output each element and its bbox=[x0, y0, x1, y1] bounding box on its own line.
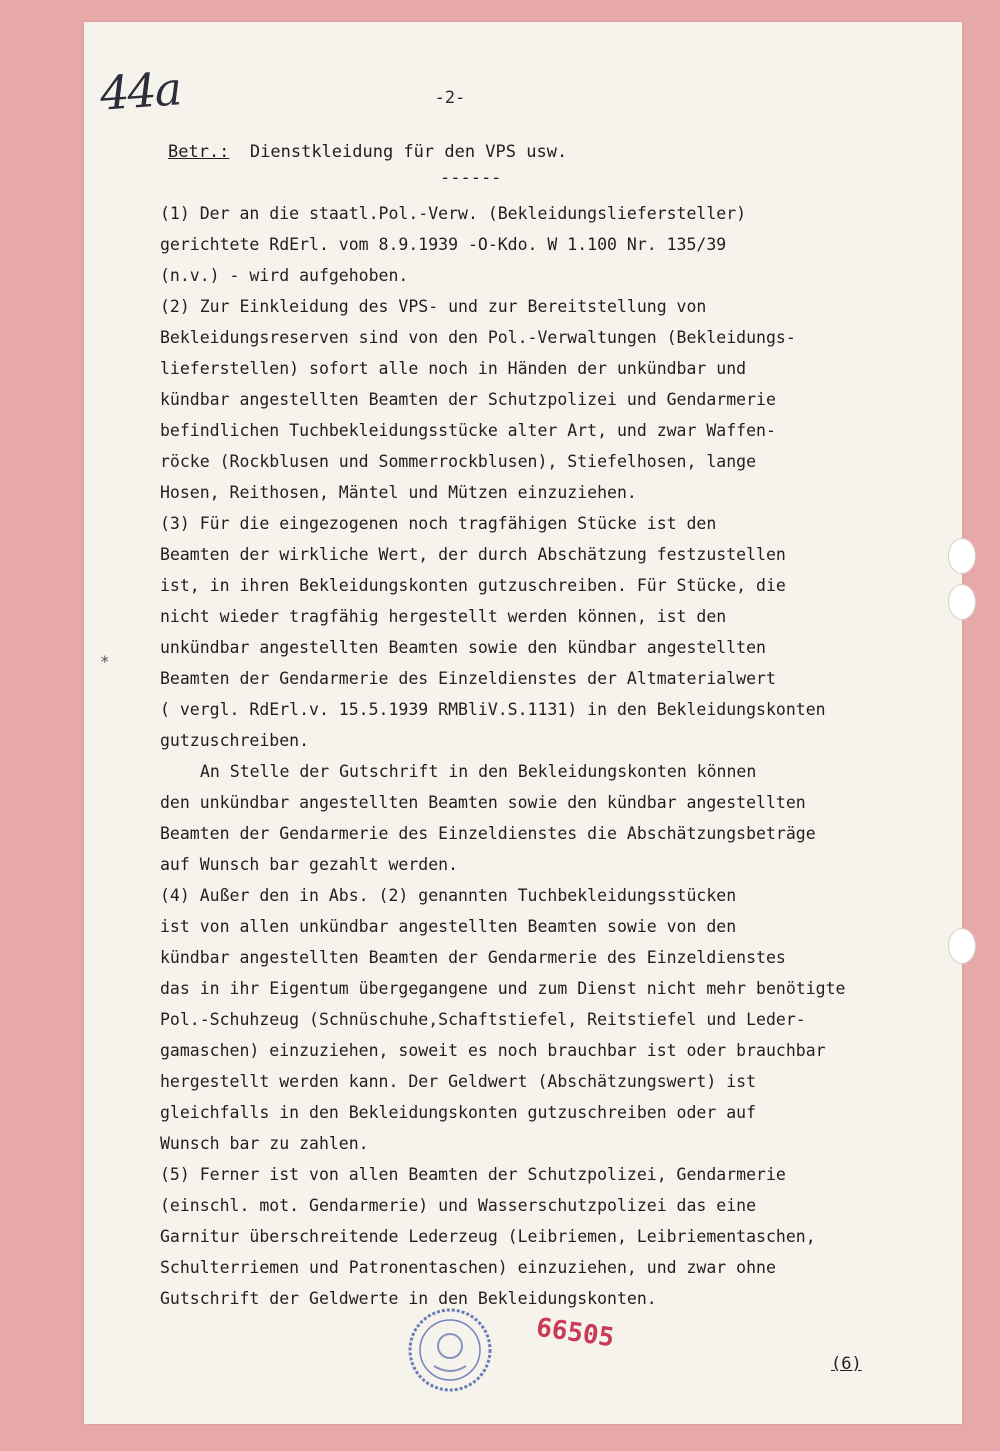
document-body bbox=[160, 198, 920, 1314]
text-line: auf Wunsch bar gezahlt werden. bbox=[160, 855, 459, 874]
text-line: lieferstellen) sofort alle noch in Händen der unkündbar und bbox=[160, 359, 747, 378]
text-line: den unkündbar angestellten Beamten sowie den kündbar angestellten bbox=[160, 793, 806, 812]
punch-hole-icon bbox=[948, 928, 976, 964]
subject-text: Dienstkleidung für den VPS usw. bbox=[249, 142, 568, 162]
text-line: Gutschrift der Geldwerte in den Bekleidungskonten. bbox=[160, 1289, 657, 1308]
text-line: hergestellt werden kann. Der Geldwert (Abschätzungswert) ist bbox=[160, 1072, 757, 1091]
text-line: röcke (Rockblusen und Sommerrockblusen), Stiefelhosen, lange bbox=[160, 452, 757, 471]
text-line: gutzuschreiben. bbox=[160, 731, 310, 750]
page-number: -2- bbox=[434, 88, 466, 108]
subject-label: Betr.: bbox=[168, 142, 230, 162]
text-line: befindlichen Tuchbekleidungsstücke alter Art, und zwar Waffen- bbox=[160, 421, 776, 440]
archive-number-stamp: 66505 bbox=[534, 1312, 616, 1354]
text-line: Pol.-Schuhzeug (Schnüschuhe,Schaftstiefel, Reitstiefel und Leder- bbox=[160, 1010, 806, 1029]
handwritten-page-note: 44a bbox=[98, 61, 182, 121]
text-line: Hosen, Reithosen, Mäntel und Mützen einzuziehen. bbox=[160, 483, 637, 502]
text-line: Bekleidungsreserven sind von den Pol.-Verwaltungen (Bekleidungs- bbox=[160, 328, 796, 347]
text-line: Schulterriemen und Patronentaschen) einzuziehen, und zwar ohne bbox=[160, 1258, 776, 1277]
subject-line bbox=[168, 142, 567, 162]
text-line: gerichtete RdErl. vom 8.9.1939 -O-Kdo. W 1.100 Nr. 135/39 bbox=[160, 235, 727, 254]
text-line: ( vergl. RdErl.v. 15.5.1939 RMBliV.S.1131) in den Bekleidungskonten bbox=[160, 700, 826, 719]
text-line: (5) Ferner ist von allen Beamten der Schutzpolizei, Gendarmerie bbox=[160, 1165, 786, 1184]
continuation-marker: (6) bbox=[831, 1354, 862, 1374]
margin-mark: * bbox=[100, 652, 110, 671]
text-line: unkündbar angestellten Beamten sowie den kündbar angestellten bbox=[160, 638, 766, 657]
text-line: (einschl. mot. Gendarmerie) und Wasserschutzpolizei das eine bbox=[160, 1196, 757, 1215]
text-line: nicht wieder tragfähig hergestellt werden können, ist den bbox=[160, 607, 727, 626]
text-line: gamaschen) einzuziehen, soweit es noch brauchbar ist oder brauchbar bbox=[160, 1041, 826, 1060]
text-line: Beamten der Gendarmerie des Einzeldienstes die Abschätzungsbeträge bbox=[160, 824, 816, 843]
round-archive-seal-icon bbox=[404, 1304, 496, 1396]
text-line: (3) Für die eingezogenen noch tragfähigen Stücke ist den bbox=[160, 514, 717, 533]
text-line: ist von allen unkündbar angestellten Beamten sowie von den bbox=[160, 917, 737, 936]
text-line: Wunsch bar zu zahlen. bbox=[160, 1134, 369, 1153]
text-line: das in ihr Eigentum übergegangene und zum Dienst nicht mehr benötigte bbox=[160, 979, 846, 998]
subject-separator: ------ bbox=[440, 168, 502, 188]
text-line: (n.v.) - wird aufgehoben. bbox=[160, 266, 409, 285]
text-line: (4) Außer den in Abs. (2) genannten Tuchbekleidungsstücken bbox=[160, 886, 737, 905]
punch-hole-icon bbox=[948, 584, 976, 620]
text-line: Beamten der wirkliche Wert, der durch Abschätzung festzustellen bbox=[160, 545, 786, 564]
text-line: gleichfalls in den Bekleidungskonten gutzuschreiben oder auf bbox=[160, 1103, 757, 1122]
text-line: Garnitur überschreitende Lederzeug (Leibriemen, Leibriementaschen, bbox=[160, 1227, 816, 1246]
text-line: ist, in ihren Bekleidungskonten gutzuschreiben. Für Stücke, die bbox=[160, 576, 786, 595]
text-line: (2) Zur Einkleidung des VPS- und zur Bereitstellung von bbox=[160, 297, 707, 316]
punch-hole-icon bbox=[948, 538, 976, 574]
text-line: An Stelle der Gutschrift in den Bekleidungskonten können bbox=[200, 762, 757, 781]
text-line: kündbar angestellten Beamten der Schutzpolizei und Gendarmerie bbox=[160, 390, 776, 409]
text-line: (1) Der an die staatl.Pol.-Verw. (Bekleidungsliefersteller) bbox=[160, 204, 747, 223]
text-line: kündbar angestellten Beamten der Gendarmerie des Einzeldienstes bbox=[160, 948, 786, 967]
text-line: Beamten der Gendarmerie des Einzeldienstes der Altmaterialwert bbox=[160, 669, 776, 688]
